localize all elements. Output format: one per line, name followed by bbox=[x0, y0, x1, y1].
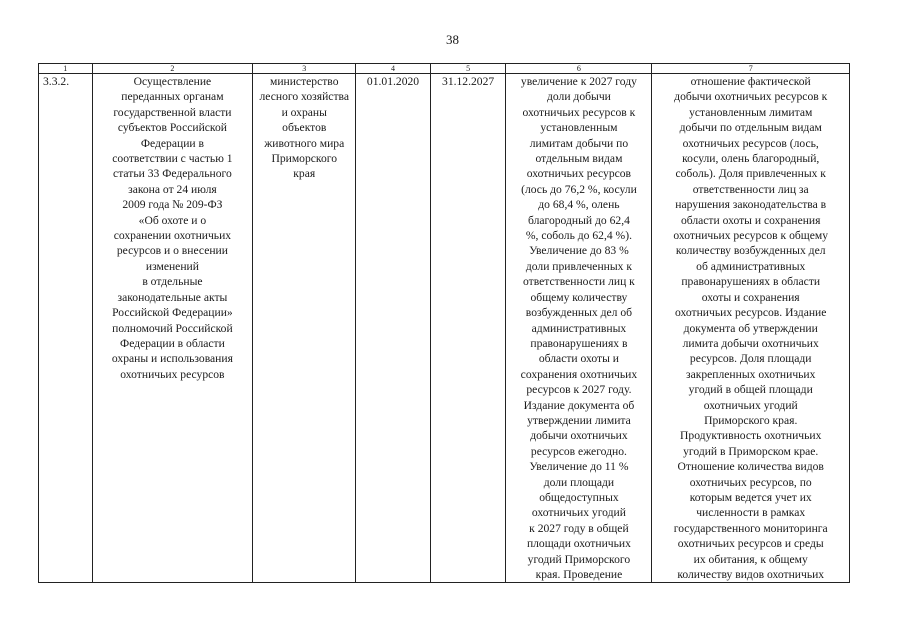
text-line: общедоступных bbox=[539, 490, 619, 504]
text-line: до 68,4 %, олень bbox=[538, 198, 620, 212]
text-line: Издание документа об bbox=[523, 398, 635, 412]
text-line: охотничьих угодий bbox=[531, 506, 626, 520]
text-line: Осуществление bbox=[133, 75, 212, 88]
text-line: Увеличение до 83 % bbox=[529, 244, 629, 258]
text-line: ресурсов к 2027 году. bbox=[526, 383, 632, 397]
text-line: полномочий Российской bbox=[112, 321, 233, 335]
text-line: добычи по отдельным видам bbox=[679, 121, 822, 135]
text-line: области охоты и bbox=[538, 352, 619, 366]
row-number: 3.3.2. bbox=[43, 75, 70, 88]
column-header: 7 bbox=[652, 64, 850, 74]
text-line: нарушения законодательства в bbox=[675, 198, 827, 212]
page-number: 38 bbox=[446, 32, 459, 47]
table-row bbox=[39, 74, 850, 583]
text-line: отношение фактической bbox=[690, 75, 811, 88]
text-line: статьи 33 Федерального bbox=[113, 167, 232, 181]
text-line: края bbox=[293, 167, 316, 181]
row-number-cell bbox=[39, 74, 93, 583]
text-line: %, соболь до 62,4 %). bbox=[525, 229, 632, 243]
text-line: их обитания, к общему bbox=[693, 552, 808, 566]
column-header: 3 bbox=[253, 64, 356, 74]
text-line: области охоты и сохранения bbox=[680, 213, 821, 227]
text-line: соответствии с частью 1 bbox=[112, 152, 233, 166]
text-line: соболь). Доля привлеченных к bbox=[675, 167, 826, 181]
text-line: угодий Приморского bbox=[527, 552, 631, 566]
text-line: лимитам добычи по bbox=[529, 136, 629, 150]
text-line: численности в рамках bbox=[696, 506, 806, 520]
end-date-cell bbox=[430, 74, 506, 583]
text-line: возбужденных дел об bbox=[525, 306, 633, 320]
text-line: ресурсов ежегодно. bbox=[530, 444, 627, 458]
text-line: охраны и использования bbox=[111, 352, 233, 366]
text-line: Продуктивность охотничьих bbox=[680, 429, 822, 443]
column-header: 4 bbox=[356, 64, 431, 74]
text-line: переданных органам bbox=[121, 90, 224, 104]
text-line: угодий в общей площади bbox=[688, 383, 813, 397]
text-line: охотничьих ресурсов, по bbox=[689, 475, 812, 489]
text-line: установленным bbox=[540, 121, 618, 135]
text-line: доли добычи bbox=[547, 90, 611, 104]
text-line: которым ведется учет их bbox=[689, 490, 812, 504]
text-line: об административных bbox=[696, 259, 806, 273]
text-line: благородный до 62,4 bbox=[527, 213, 630, 227]
measures-table bbox=[38, 63, 850, 583]
text-line: добычи охотничьих bbox=[530, 429, 628, 443]
measure-cell bbox=[92, 74, 253, 583]
text-line: законодательные акты bbox=[117, 290, 228, 304]
text-line: (лось до 76,2 %, косули bbox=[521, 182, 637, 196]
start-date: 01.01.2020 bbox=[366, 75, 420, 88]
text-line: объектов bbox=[282, 121, 327, 135]
text-line: Российской Федерации» bbox=[112, 306, 233, 320]
expected-result-text bbox=[508, 74, 649, 582]
text-line: документа об утверждении bbox=[683, 321, 818, 335]
text-line: охотничьих ресурсов bbox=[120, 367, 225, 381]
text-line: и охраны bbox=[281, 105, 327, 119]
column-header: 5 bbox=[430, 64, 506, 74]
start-date-cell bbox=[356, 74, 431, 583]
text-line: площади охотничьих bbox=[526, 537, 631, 551]
text-line: края. Проведение bbox=[535, 568, 623, 581]
column-header: 2 bbox=[92, 64, 253, 74]
expected-result-cell bbox=[506, 74, 652, 583]
text-line: лесного хозяйства bbox=[259, 90, 349, 104]
text-line: отдельным видам bbox=[535, 152, 623, 166]
text-line: ресурсов. Доля площади bbox=[689, 352, 812, 366]
text-line: к 2027 году в общей bbox=[529, 521, 629, 535]
text-line: охотничьих ресурсов и среды bbox=[677, 537, 824, 551]
text-line: закона от 24 июля bbox=[128, 182, 217, 196]
text-line: косули, олень благородный, bbox=[682, 152, 820, 166]
indicators-text bbox=[654, 74, 847, 582]
text-line: 2009 года № 209-ФЗ bbox=[122, 198, 223, 212]
text-line: охотничьих угодий bbox=[703, 398, 798, 412]
text-line: количеству возбужденных дел bbox=[675, 244, 826, 258]
column-header: 6 bbox=[506, 64, 652, 74]
text-line: правонарушениях в области bbox=[681, 275, 821, 289]
text-line: сохранения охотничьих bbox=[520, 367, 638, 381]
text-line: правонарушениях в bbox=[530, 336, 628, 350]
text-line: добычи охотничьих ресурсов к bbox=[674, 90, 828, 104]
text-line: изменений bbox=[145, 259, 199, 273]
text-line: угодий в Приморском крае. bbox=[683, 444, 819, 458]
measure-text bbox=[95, 74, 251, 382]
text-line: охотничьих ресурсов к bbox=[522, 105, 636, 119]
text-line: лимита добычи охотничьих bbox=[682, 336, 819, 350]
text-line: охотничьих ресурсов bbox=[526, 167, 632, 181]
text-line: ресурсов и о внесении bbox=[116, 244, 228, 258]
indicators-cell bbox=[652, 74, 850, 583]
end-date: 31.12.2027 bbox=[442, 75, 495, 88]
text-line: сохранении охотничьих bbox=[113, 229, 232, 243]
text-line: Федерации в области bbox=[120, 336, 225, 350]
text-line: охотничьих ресурсов (лось, bbox=[682, 136, 819, 150]
text-line: утверждении лимита bbox=[527, 413, 631, 427]
text-line: ответственности лиц к bbox=[523, 275, 635, 289]
text-line: министерство bbox=[269, 75, 339, 88]
text-line: государственной власти bbox=[113, 105, 232, 119]
text-line: Увеличение до 11 % bbox=[529, 460, 629, 474]
text-line: субъектов Российской bbox=[117, 121, 227, 135]
text-line: закрепленных охотничьих bbox=[686, 367, 816, 381]
text-line: государственного мониторинга bbox=[673, 521, 828, 535]
text-line: ответственности лиц за bbox=[692, 182, 809, 196]
executor-cell bbox=[253, 74, 356, 583]
text-line: Федерации в bbox=[140, 136, 204, 150]
text-line: Приморского bbox=[271, 152, 338, 166]
text-line: охотничьих ресурсов. Издание bbox=[675, 306, 827, 320]
text-line: охоты и сохранения bbox=[701, 290, 800, 304]
text-line: Приморского края. bbox=[704, 413, 798, 427]
text-line: установленным лимитам bbox=[689, 105, 813, 119]
text-line: охотничьих ресурсов к общему bbox=[673, 229, 828, 243]
text-line: в отдельные bbox=[142, 275, 203, 289]
executor-text bbox=[255, 74, 353, 182]
text-line: «Об охоте и о bbox=[138, 213, 207, 227]
text-line: общему количеству bbox=[530, 290, 628, 304]
text-line: доли площади bbox=[543, 475, 615, 489]
text-line: Отношение количества видов bbox=[677, 460, 824, 474]
text-line: административных bbox=[531, 321, 627, 335]
text-line: увеличение к 2027 году bbox=[520, 75, 637, 88]
column-header: 1 bbox=[39, 64, 93, 74]
column-number-row bbox=[39, 64, 850, 74]
text-line: животного мира bbox=[264, 136, 345, 150]
text-line: доли привлеченных к bbox=[525, 259, 632, 273]
text-line: количеству видов охотничьих bbox=[677, 568, 825, 581]
